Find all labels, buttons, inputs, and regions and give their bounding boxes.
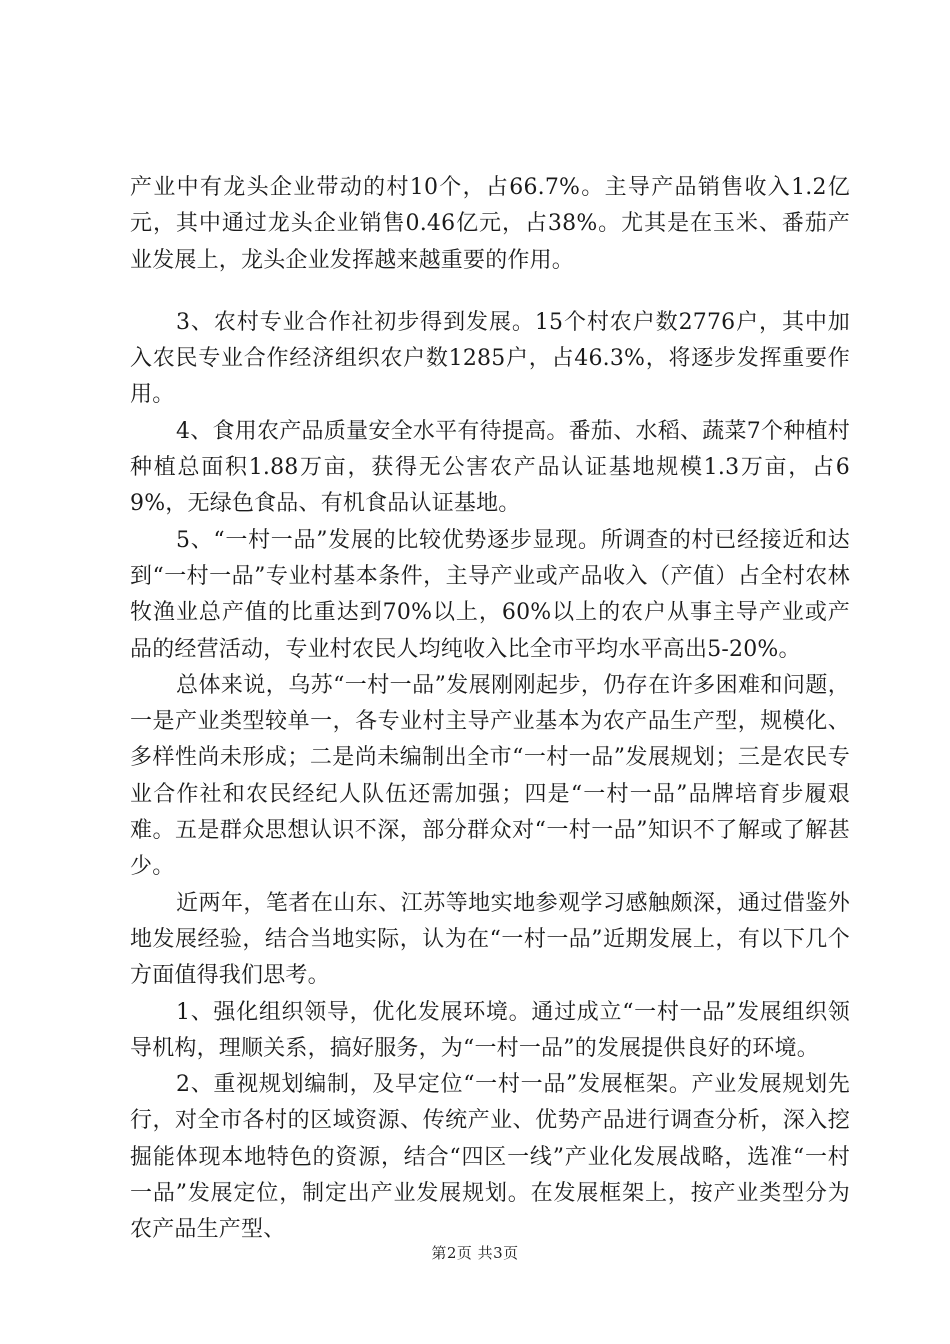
paragraph-8: 2、重视规划编制，及早定位“一村一品”发展框架。产业发展规划先行，对全市各村的区域资源、传统产业、优势产品进行调查分析，深入挖掘能体现本地特色的资源，结合“四区一线”产业化发展战略，选准“一村一品”发展定位，制定出产业发展规划。在发展框架上，按产业类型分为农产品生产型、 [130,1072,850,1243]
paragraph-5: 总体来说，乌苏“一村一品”发展刚刚起步，仍存在许多困难和问题，一是产业类型较单一，各专业村主导产业基本为农产品生产型，规模化、多样性尚未形成；二是尚未编制出全市“一村一品”发展规划；三是农民专业合作社和农民经纪人队伍还需加强；四是“一村一品”品牌培育步履艰难。五是群众思想认识不深，部分群众对“一村一品”知识不了解或了解甚少。 [130,672,850,880]
page-number-footer: 第2页 共3页 [431,1244,519,1262]
paragraph-2: 3、农村专业合作社初步得到发展。15个村农户数2776户，其中加入农民专业合作经济组织农户数1285户，占46.3%，将逐步发挥重要作用。 [130,309,850,408]
paragraph-3: 4、食用农产品质量安全水平有待提高。番茄、水稻、蔬菜7个种植村种植总面积1.88万亩，获得无公害农产品认证基地规模1.3万亩，占69%，无绿色食品、有机食品认证基地。 [130,418,850,517]
paragraph-1: 产业中有龙头企业带动的村10个，占66.7%。主导产品销售收入1.2亿元，其中通过龙头企业销售0.46亿元，占38%。尤其是在玉米、番茄产业发展上，龙头企业发挥越来越重要的作用。 [130,175,850,273]
document-body [130,170,850,1249]
paragraph-7: 1、强化组织领导，优化发展环境。通过成立“一村一品”发展组织领导机构，理顺关系，搞好服务，为“一村一品”的发展提供良好的环境。 [130,999,850,1061]
paragraph-6: 近两年，笔者在山东、江苏等地实地参观学习感触颇深，通过借鉴外地发展经验，结合当地实际，认为在“一村一品”近期发展上，有以下几个方面值得我们思考。 [130,890,850,989]
paragraph-4: 5、“一村一品”发展的比较优势逐步显现。所调查的村已经接近和达到“一村一品”专业村基本条件，主导产业或产品收入（产值）占全村农林牧渔业总产值的比重达到70%以上，60%以上的农户从事主导产业或产品的经营活动，专业村农民人均纯收入比全市平均水平高出5-20%。 [130,527,850,662]
